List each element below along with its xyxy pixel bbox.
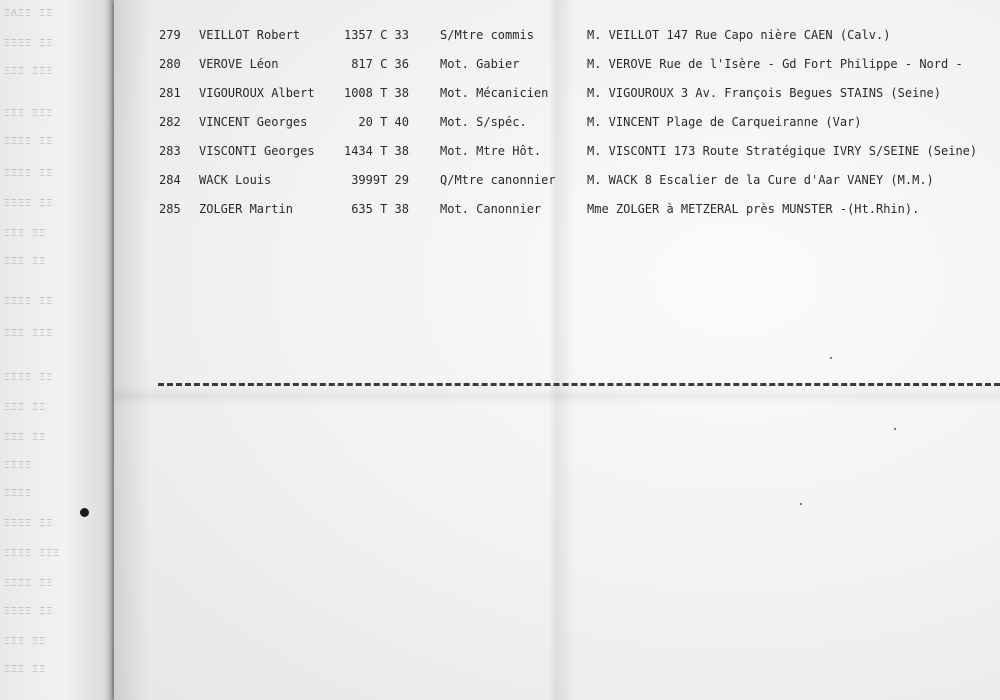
record-matricule: 635 T 38 [351, 202, 409, 216]
bleed-through-text: ΞΞΞ ΞΞ [4, 636, 47, 647]
record-matricule: 1434 T 38 [343, 144, 409, 158]
bleed-through-text: ΞΞΞ ΞΞΞ [4, 328, 54, 339]
record-name: VISCONTI Georges [199, 144, 315, 158]
bleed-through-text: ΞΞΞ ΞΞ [4, 402, 47, 413]
bleed-through-text: ΞΞΞΞ ΞΞ [4, 372, 54, 383]
record-matricule: 817 C 36 [351, 57, 409, 71]
bleed-through-text: ΞΞΞΞ ΞΞΞ [4, 548, 61, 559]
dashed-separator [158, 383, 1000, 386]
bleed-through-text: ΞΛΞΞ ΞΞ [4, 8, 54, 19]
bleed-through-text: ΞΞΞΞ ΞΞ [4, 38, 54, 49]
record-number: 283 [159, 144, 181, 158]
underlying-sheet-edge [0, 0, 118, 700]
record-grade: Mot. Mécanicien [440, 86, 549, 100]
record-matricule: 20 T 40 [358, 115, 409, 129]
bleed-through-text: ΞΞΞ ΞΞ [4, 664, 47, 675]
bleed-through-text: ΞΞΞ ΞΞ [4, 256, 47, 267]
record-number: 282 [159, 115, 181, 129]
record-name: VINCENT Georges [199, 115, 308, 129]
record-address: M. VEILLOT 147 Rue Capo nière CAEN (Calv.) [587, 28, 891, 42]
record-grade: Mot. Mtre Hôt. [440, 144, 542, 158]
record-name: VIGOUROUX Albert [199, 86, 315, 100]
record-name: VEROVE Léon [199, 57, 279, 71]
bleed-through-text: ΞΞΞ ΞΞΞ [4, 66, 54, 77]
bleed-through-text: ΞΞΞΞ [4, 488, 33, 499]
document-sheet [114, 0, 1000, 700]
bleed-through-text: ΞΞΞΞ ΞΞ [4, 168, 54, 179]
record-number: 281 [159, 86, 181, 100]
bleed-through-text: ΞΞΞΞ [4, 460, 33, 471]
record-grade: Q/Mtre canonnier [440, 173, 556, 187]
bleed-through-text: ΞΞΞΞ ΞΞ [4, 518, 54, 529]
record-grade: Mot. Canonnier [440, 202, 542, 216]
record-number: 280 [159, 57, 181, 71]
record-grade: Mot. Gabier [440, 57, 520, 71]
bleed-through-text: ΞΞΞ ΞΞ [4, 228, 47, 239]
record-name: ZOLGER Martin [199, 202, 293, 216]
record-number: 279 [159, 28, 181, 42]
record-address: Mme ZOLGER à METZERAL près MUNSTER -(Ht.Rhin). [587, 202, 920, 216]
bleed-through-text: ΞΞΞΞ ΞΞ [4, 578, 54, 589]
record-number: 284 [159, 173, 181, 187]
record-address: M. VIGOUROUX 3 Av. François Begues STAINS (Seine) [587, 86, 942, 100]
bleed-through-text: ΞΞΞ ΞΞΞ [4, 108, 54, 119]
record-matricule: 1008 T 38 [343, 86, 409, 100]
record-name: VEILLOT Robert [199, 28, 301, 42]
paper-speck [894, 428, 896, 430]
record-address: M. VEROVE Rue de l'Isère - Gd Fort Philippe - Nord - [587, 57, 963, 71]
bleed-through-text: ΞΞΞΞ ΞΞ [4, 198, 54, 209]
record-grade: S/Mtre commis [440, 28, 534, 42]
record-matricule: 1357 C 33 [343, 28, 409, 42]
record-number: 285 [159, 202, 181, 216]
record-address: M. VISCONTI 173 Route Stratégique IVRY S/SEINE (Seine) [587, 144, 978, 158]
punch-hole [80, 508, 89, 517]
bleed-through-text: ΞΞΞΞ ΞΞ [4, 606, 54, 617]
record-address: M. VINCENT Plage de Carqueiranne (Var) [587, 115, 862, 129]
bleed-through-text: ΞΞΞΞ ΞΞ [4, 136, 54, 147]
bleed-through-text: ΞΞΞ ΞΞ [4, 432, 47, 443]
bleed-through-text: ΞΞΞΞ ΞΞ [4, 296, 54, 307]
record-grade: Mot. S/spéc. [440, 115, 527, 129]
record-name: WACK Louis [199, 173, 272, 187]
paper-speck [800, 503, 802, 505]
record-address: M. WACK 8 Escalier de la Cure d'Aar VANEY (M.M.) [587, 173, 934, 187]
record-matricule: 3999T 29 [351, 173, 409, 187]
paper-speck [830, 357, 832, 359]
